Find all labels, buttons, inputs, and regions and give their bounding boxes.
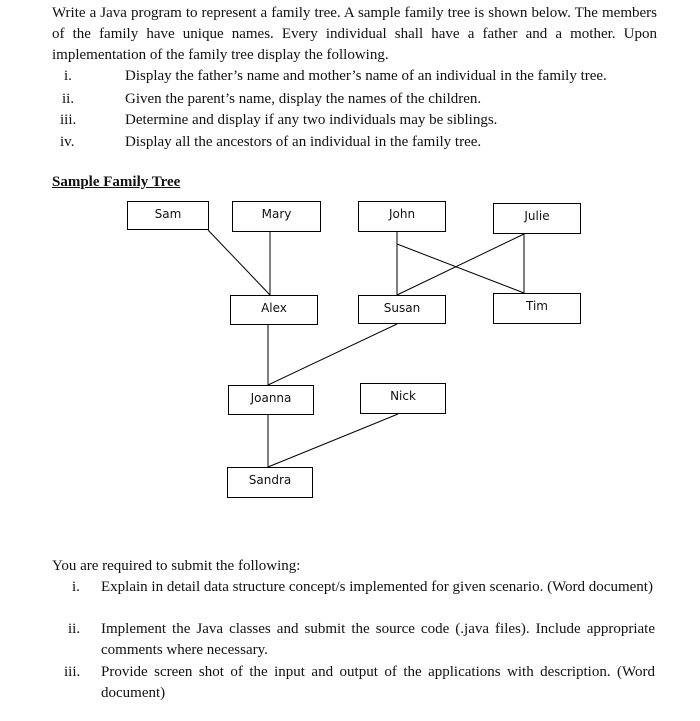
task-text: Given the parent’s name, display the names of the children. — [125, 91, 482, 107]
node-tim: Tim — [493, 293, 581, 324]
requirement-text: Implement the Java classes and submit the source code (.java files). Include appropriate comments where necessary. — [101, 621, 655, 658]
task-number: ii. — [62, 91, 75, 107]
submit-heading: You are required to submit the following: — [52, 558, 301, 574]
node-mary: Mary — [232, 201, 321, 232]
connector-nick-sandra — [268, 414, 398, 467]
task-number: iii. — [60, 112, 77, 128]
task-text: Display all the ancestors of an individual in the family tree. — [125, 134, 482, 150]
task-text: Display the father’s name and mother’s name of an individual in the family tree. — [125, 68, 607, 84]
node-john: John — [358, 201, 446, 232]
requirement-number: ii. — [68, 621, 81, 637]
node-sandra: Sandra — [227, 467, 313, 498]
task-text: Determine and display if any two individuals may be siblings. — [125, 112, 498, 128]
node-julie: Julie — [493, 203, 581, 234]
task-number: i. — [64, 68, 72, 84]
connector-susan-joanna — [268, 324, 397, 385]
requirement-text: Explain in detail data structure concept/s implemented for given scenario. (Word document) — [101, 579, 653, 595]
requirement-text: Provide screen shot of the input and output of the applications with description. (Word document) — [101, 664, 655, 701]
requirement-number: iii. — [64, 664, 81, 680]
intro-paragraph: Write a Java program to represent a family tree. A sample family tree is shown below. The members of the family have unique names. Every individual shall have a father and a mother. Upon implementation of the family tree display the following. — [52, 5, 657, 63]
requirement-number: i. — [72, 579, 80, 595]
node-susan: Susan — [358, 295, 446, 324]
node-alex: Alex — [230, 295, 318, 325]
task-number: iv. — [60, 134, 75, 150]
tree-heading: Sample Family Tree — [52, 174, 181, 190]
node-sam: Sam — [127, 201, 209, 230]
connector-sam-alex — [208, 230, 270, 295]
node-nick: Nick — [360, 383, 446, 414]
node-joanna: Joanna — [228, 385, 314, 415]
